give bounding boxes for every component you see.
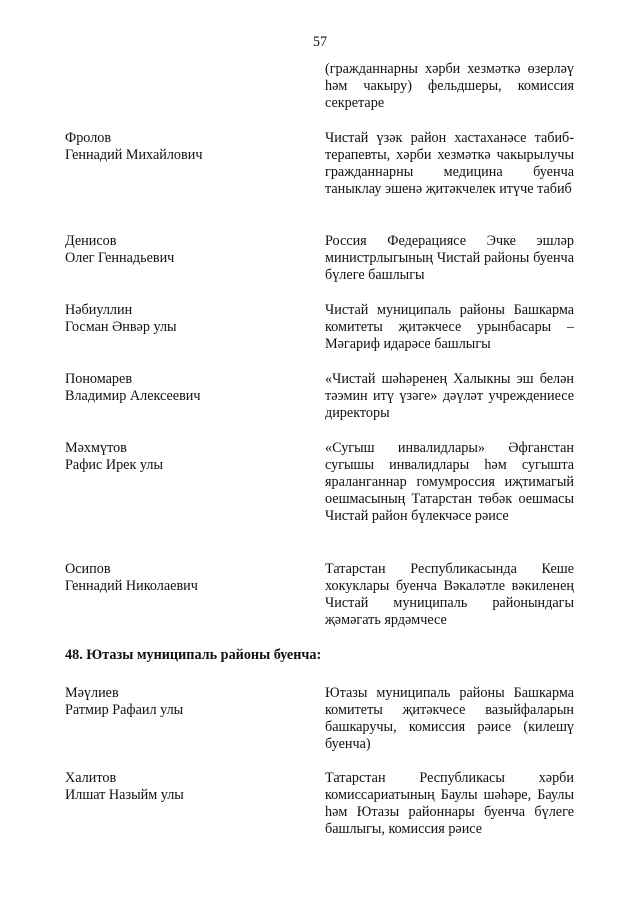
member-role: Чистай үзәк район хастаханәсе табиб-терапевты, хәрби хезмәткә чакырылучы гражданнарны медицина буенча таныклау эшенә җитәкчелек итүче табиб — [325, 130, 574, 197]
member-surname: Денисов — [65, 233, 117, 249]
member-name — [65, 770, 305, 804]
member-given-name: Геннадий Николаевич — [65, 578, 198, 594]
member-given-name: Олег Геннадьевич — [65, 250, 175, 266]
section-heading: 48. Ютазы муниципаль районы буенча: — [65, 647, 322, 663]
member-given-name: Ратмир Рафаил улы — [65, 702, 184, 718]
member-role: Татарстан Республикасы хәрби комиссариатының Баулы шәһәре, Баулы һәм Ютазы районнары буенча бүлеге башлыгы, комиссия рәисе — [325, 770, 574, 837]
member-name — [65, 685, 305, 719]
member-given-name: Госман Әнвәр улы — [65, 319, 177, 335]
member-given-name: Илшат Назыйм улы — [65, 787, 184, 803]
member-given-name: Владимир Алексеевич — [65, 388, 201, 404]
member-given-name: Геннадий Михайлович — [65, 147, 203, 163]
member-surname: Мәүлиев — [65, 685, 119, 701]
member-surname: Фролов — [65, 130, 112, 146]
member-role: Россия Федерациясе Эчке эшләр министрлыгының Чистай районы буенча бүлеге башлыгы — [325, 233, 574, 283]
member-role: Ютазы муниципаль районы Башкарма комитеты җитәкчесе вазыйфаларын башкаручы, комиссия рәисе (килешү буенча) — [325, 685, 574, 752]
member-surname: Осипов — [65, 561, 111, 577]
member-name — [65, 130, 305, 164]
member-surname: Нәбиуллин — [65, 302, 133, 318]
continuation-role: (гражданнарны хәрби хезмәткә өзерләү һәм чакыру) фельдшеры, комиссия секретаре — [325, 61, 574, 111]
member-role: Татарстан Республикасында Кеше хокуклары буенча Вәкаләтле вәкиленең Чистай муниципаль районындагы җәмәгать ярдәмчесе — [325, 561, 574, 628]
member-name — [65, 302, 305, 336]
member-surname: Мәхмүтов — [65, 440, 127, 456]
member-role: «Чистай шәһәренең Халыкны эш белән тәэмин итү үзәге» дәүләт учреждениесе директоры — [325, 371, 574, 421]
member-name — [65, 561, 305, 595]
member-role: Чистай муниципаль районы Башкарма комитеты җитәкчесе урынбасары – Мәгариф идарәсе башлыгы — [325, 302, 574, 352]
member-surname: Пономарев — [65, 371, 133, 387]
member-given-name: Рафис Ирек улы — [65, 457, 163, 473]
member-surname: Халитов — [65, 770, 117, 786]
page-number: 57 — [312, 34, 328, 50]
member-name — [65, 440, 305, 474]
member-name — [65, 371, 305, 405]
member-role: «Сугыш инвалидлары» Әфганстан сугышы инвалидлары һәм сугышта яраланганнар гомумроссия иҗтимагый оешмасының Татарстан төбәк оешмасы Чистай район бүлекчәсе рәисе — [325, 440, 574, 524]
member-name — [65, 233, 305, 267]
